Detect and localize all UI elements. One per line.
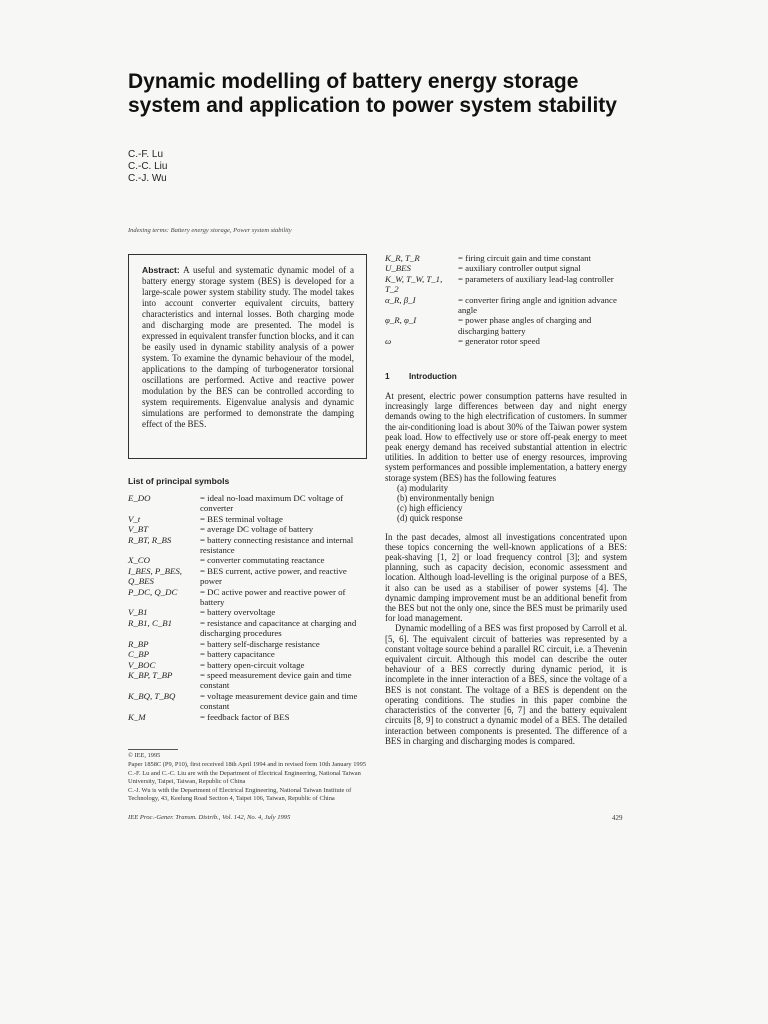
symbol-row xyxy=(128,639,368,649)
symbol: R_B1, C_B1 xyxy=(128,617,172,628)
symbol: K_BP, T_BP xyxy=(128,669,173,680)
feature-item: (c) high efficiency xyxy=(397,503,463,514)
symbol-row xyxy=(128,524,368,534)
symbol-desc: = converter commutating reactance xyxy=(200,555,325,566)
section-heading xyxy=(385,372,457,381)
symbol: K_BQ, T_BQ xyxy=(128,690,176,701)
symbol-desc: = BES terminal voltage xyxy=(200,513,283,524)
intro-paragraph: At present, electric power consumption patterns have resulted in increasingly large differences between day and night energy demands owing to the high electrification of customers. In summer the air-conditioning load is about 30% of the Taiwan power system peak load. How to effectively use or store off-peak energy to meet peak energy demand has received substantial attention in electric utilities. In addition to better use of energy resources, improving system performances and possible implementation, a battery energy storage system (BES) has the following features xyxy=(385,391,627,483)
symbol-row xyxy=(385,274,627,295)
symbol-row xyxy=(128,660,368,670)
symbol-row xyxy=(385,295,627,316)
intro-paragraph: In the past decades, almost all investigations concentrated upon these topics concerning the well-known applications of a BES: peak-shaving [1, 2] or load frequency control [3]; and system planning, such as capacity decision, economic assessment and location. Although load-levelling is the original purpose of a BES, it also can be used as a stabiliser of power systems [4]. The dynamic damping improvement must be an additional benefit from the BES but not the only one, since the BES must be primarily used for load management. xyxy=(385,531,627,624)
page-number: 429 xyxy=(612,814,623,822)
symbol-desc: = feedback factor of BES xyxy=(200,711,290,722)
author-name: C.-F. Lu xyxy=(128,149,164,160)
symbol-list-right xyxy=(385,253,627,347)
symbol-desc: = average DC voltage of battery xyxy=(200,524,314,535)
symbol-row xyxy=(128,712,368,722)
feature-list xyxy=(385,483,627,524)
symbol-desc: = battery capacitance xyxy=(200,649,275,660)
symbol: K_W, T_W, T_1, T_2 xyxy=(385,273,443,295)
symbol-row xyxy=(128,535,368,556)
journal-reference: IEE Proc.-Gener. Transm. Distrib., Vol. 142, No. 4, July 1995 xyxy=(128,814,291,821)
symbol-desc: = battery open-circuit voltage xyxy=(200,659,305,670)
paper-title: Dynamic modelling of battery energy storage system and application to power system stability xyxy=(128,70,617,117)
symbol-row xyxy=(128,514,368,524)
symbol: R_BT, R_BS xyxy=(128,534,172,545)
symbol-row xyxy=(128,587,368,608)
symbol-row xyxy=(128,670,368,691)
symbol-desc: = battery self-discharge resistance xyxy=(200,638,320,649)
symbol-row xyxy=(128,555,368,565)
symbol: α_R, β_I xyxy=(385,294,416,305)
symbol-row xyxy=(128,566,368,587)
symbol-desc: = generator rotor speed xyxy=(458,336,540,347)
footnotes xyxy=(128,752,368,804)
symbols-heading: List of principal symbols xyxy=(128,476,230,486)
symbol: V_BT xyxy=(128,524,149,535)
symbol-desc: = auxiliary controller output signal xyxy=(458,263,581,274)
symbol-desc: = parameters of auxiliary lead-lag controller xyxy=(458,273,614,284)
symbol: E_DO xyxy=(128,493,151,503)
symbol: V_t xyxy=(128,513,141,524)
symbol-desc: = ideal no-load maximum DC voltage of converter xyxy=(200,493,344,514)
symbol-row xyxy=(128,691,368,712)
indexing-terms: Indexing terms: Battery energy storage, Power system stability xyxy=(128,227,292,234)
symbol: K_R, T_R xyxy=(385,253,420,263)
footnote-rule xyxy=(128,749,178,750)
symbol-row xyxy=(385,263,627,273)
symbol-row xyxy=(128,649,368,659)
intro-paragraph: Dynamic modelling of a BES was first proposed by Carroll et al. [5, 6]. The equivalent circuit of batteries was represented by a constant voltage source behind a parallel RC circuit, i.e. a Thevenin equivalent circuit. Although this model can describe the outer behaviour of a BES correctly during dynamic period, it is incomplete in the inner interaction of a BES, since the voltage of a BES is not constant. The voltage of a BES is dependent on the operating conditions. The studies in this paper combine the characteristics of the converter [6, 7] and the battery equivalent circuits [8, 9] to construct a dynamic model of a BES. The detailed interaction between components is presented. The difference of a BES in charging and discharging modes is compared. xyxy=(385,623,627,746)
footnote: © IEE, 1995 xyxy=(128,752,161,759)
symbol-row xyxy=(385,336,627,346)
symbol: X_CO xyxy=(128,555,150,566)
symbol-desc: = voltage measurement device gain and time constant xyxy=(200,690,358,712)
footnote: Paper 1858C (P9, P10), first received 18th April 1994 and in revised form 10th January 1995 xyxy=(128,761,367,768)
symbol: φ_R, φ_I xyxy=(385,315,417,326)
symbol-desc: = converter firing angle and ignition advance angle xyxy=(458,294,617,316)
author-name: C.-J. Wu xyxy=(128,173,167,184)
symbol-row xyxy=(385,315,627,336)
symbol-desc: = firing circuit gain and time constant xyxy=(458,253,591,263)
section-number: 1 xyxy=(385,372,390,381)
symbol-desc: = speed measurement device gain and time constant xyxy=(200,669,352,691)
symbol: I_BES, P_BES, Q_BES xyxy=(128,565,182,587)
symbol: U_BES xyxy=(385,263,411,274)
feature-item: (a) modularity xyxy=(397,482,449,493)
symbol: ω xyxy=(385,336,392,347)
symbol-row xyxy=(128,607,368,617)
symbol-desc: = power phase angles of charging and discharging battery xyxy=(458,315,592,336)
symbol-desc: = resistance and capacitance at charging and discharging procedures xyxy=(200,617,357,639)
author-name: C.-C. Liu xyxy=(128,161,168,172)
symbol-desc: = DC active power and reactive power of battery xyxy=(200,586,346,608)
symbol: R_BP xyxy=(128,638,149,649)
section-title: Introduction xyxy=(409,372,457,381)
symbol: V_BOC xyxy=(128,659,156,670)
feature-item: (b) environmentally benign xyxy=(397,493,495,504)
symbol-row xyxy=(128,493,368,514)
symbol-list-left xyxy=(128,493,368,722)
symbol-desc: = battery connecting resistance and internal resistance xyxy=(200,534,354,556)
abstract-text: A useful and systematic dynamic model of a battery energy storage system (BES) is developed for a large-scale power system stability study. The model takes into account converter equivalent circuits, battery characteristics and internal losses. Both charging mode and discharging mode are presented. The model is expressed in equivalent transfer function blocks, and it can be easily used in dynamic stability analysis of a power system. To examine the dynamic behaviour of the model, applications to the damping of turbogenerator torsional oscillations are performed. Active and reactive power modulation by the BES can be controlled according to system requirements. Eigenvalue analysis and dynamic simulations are performed to demonstrate the damping effect of the BES. xyxy=(142,265,354,429)
author-list xyxy=(128,149,167,185)
footnote: C.-F. Lu and C.-C. Liu are with the Department of Electrical Engineering, National Taiwan University, Taipei, Taiwan, Republic of China xyxy=(128,770,361,785)
symbol-row xyxy=(385,253,627,263)
symbol: P_DC, Q_DC xyxy=(128,586,178,597)
intro-column xyxy=(385,391,627,746)
symbol: C_BP xyxy=(128,649,150,660)
symbol-desc: = BES current, active power, and reactive power xyxy=(200,565,347,587)
symbol: V_B1 xyxy=(128,607,148,618)
abstract-label: Abstract: xyxy=(142,265,180,275)
footnote: C.-J. Wu is with the Department of Electrical Engineering, National Taiwan Institute of Technology, 43, Keelung Road Section 4, Taipei 106, Taiwan, Republic of China xyxy=(128,787,352,802)
feature-item: (d) quick response xyxy=(397,513,463,524)
symbol: K_M xyxy=(128,711,146,722)
abstract-box xyxy=(128,254,367,459)
symbol-desc: = battery overvoltage xyxy=(200,607,276,618)
symbol-row xyxy=(128,618,368,639)
